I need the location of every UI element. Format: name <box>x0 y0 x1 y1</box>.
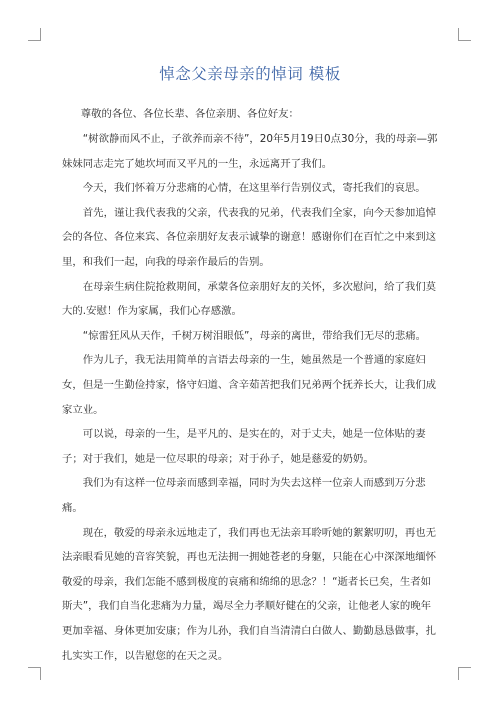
corner-mark-top-left <box>28 28 41 41</box>
paragraph: 我们为有这样一位母亲而感到幸福，同时为失去这样一位亲人而感到万分悲痛。 <box>62 477 426 514</box>
paragraph: 可以说，母亲的一生，是平凡的、是实在的，对于丈夫，她是一位体贴的妻子；对于我们，她是一位尽职的母亲；对于孙子，她是慈爱的奶奶。 <box>62 428 426 465</box>
paragraph: “惊雷狂风从天作，千树万树泪眼低”，母亲的离世，带给我们无尽的悲痛。 <box>82 329 427 342</box>
paragraph-greeting: 尊敬的各位、各位长辈、各位亲朋、各位好友： <box>80 108 299 120</box>
corner-mark-bottom-left <box>28 667 41 680</box>
corner-mark-bottom-right <box>458 667 471 680</box>
paragraph: 作为儿子，我无法用简单的言语去母亲的一生，她虽然是一个普通的家庭妇女，但是一生勤俭持家，恪守妇道、含辛茹苦把我们兄弟两个抚养长大，让我们成家立业。 <box>62 354 437 416</box>
paragraph: 首先，谨让我代表我的父亲，代表我的兄弟，代表我们全家，向今天参加追悼会的各位、各位来宾、各位亲朋好友表示诚挚的谢意！感谢你们在百忙之中来到这里，和我们一起，向我的母亲作最后的告别。 <box>62 206 437 269</box>
paragraph: “树欲静而风不止，子欲养而亲不待”，20年5月19日0点30分，我的母亲—郭妹妹同志走完了她坎坷而又平凡的一生，永远离开了我们。 <box>62 133 438 170</box>
document-title: 悼念父亲母亲的悼词 模板 <box>159 65 341 83</box>
paragraph: 在母亲生病住院抢救期间，承蒙各位亲朋好友的关怀，多次慰问，给了我们莫大的.安慰！作为家属，我们心存感激。 <box>62 280 437 318</box>
corner-mark-top-right <box>458 28 471 41</box>
paragraph: 现在，敬爱的母亲永远地走了，我们再也无法亲耳聆听她的絮絮叨叨，再也无法亲眼看见她的音容笑貌，再也无法拥一拥她苍老的身躯，只能在心中深深地缅怀敬爱的母亲，我们怎能不感到极度的哀痛和绵绵的思念？！“逝者长已矣，生者如斯夫”，我们自当化悲痛为力量，竭尽全力孝顺好健在的父亲，让他老人家的晚年更加幸福、身体更加安康；作为儿孙，我们自当清清白白做人、勤勤恳恳做事，扎扎实实工作，以告慰您的在天之灵。 <box>62 526 437 662</box>
paragraph: 今天，我们怀着万分悲痛的心情，在这里举行告别仪式，寄托我们的哀思。 <box>82 182 426 195</box>
document-body <box>62 102 440 668</box>
